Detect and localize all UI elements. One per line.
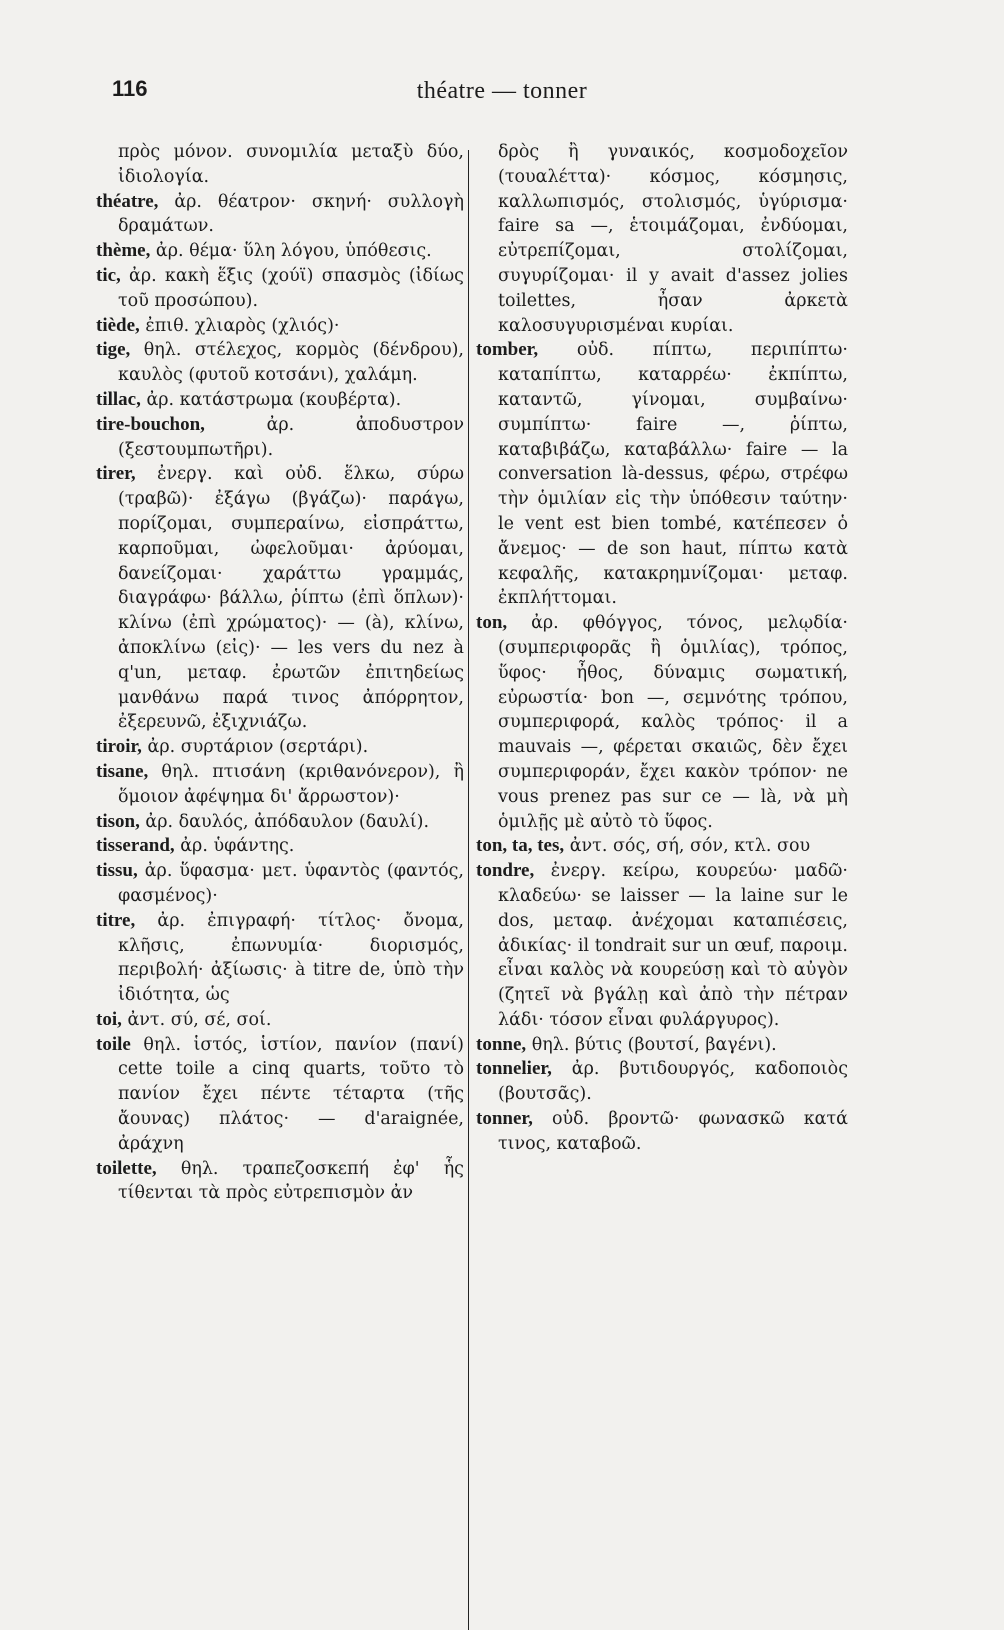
entry-definition: ἀρ. θέμα· ὕλη λόγου, ὑπόθεσις. [155, 241, 432, 262]
entry-headword: tisserand, [96, 835, 175, 857]
entry-definition: ἀρ. δαυλός, ἀπόδαυλον (δαυλί). [145, 811, 430, 832]
dictionary-entry [96, 1008, 464, 1033]
page-number: 116 [112, 76, 148, 101]
entry-definition: ἀρ. ἀποδυστρον (ξεστουμπωτῆρι). [118, 414, 464, 460]
dictionary-entry [476, 859, 848, 1033]
entry-definition: οὐδ. βροντῶ· φωνασκῶ κατά τινος, καταβοῶ. [498, 1109, 848, 1154]
entry-definition: θηλ. τραπεζοσκεπή ἐφ' ἧς τίθενται τὰ πρὸς εὐτρεπισμὸν ἀν [118, 1158, 464, 1204]
dictionary-entry [96, 388, 464, 413]
dictionary-entry [476, 834, 848, 859]
dictionary-entry [476, 1033, 848, 1058]
entry-headword: tiède, [96, 314, 140, 336]
dictionary-entry [96, 810, 464, 835]
entry-headword: thème, [96, 240, 151, 262]
dictionary-entry [476, 611, 848, 834]
dictionary-entry [96, 909, 464, 1008]
entry-headword: tiroir, [96, 736, 142, 758]
entry-headword: tirer, [96, 463, 136, 485]
running-title: théatre — tonner [416, 78, 588, 104]
dictionary-entry [476, 338, 848, 611]
dictionary-entry [476, 140, 848, 338]
entry-headword: toi, [96, 1008, 122, 1030]
dictionary-entry [96, 462, 464, 735]
entry-definition: ἀντ. σύ, σέ, σοί. [127, 1009, 272, 1030]
entry-definition: ἐνεργ. κείρω, κουρεύω· μαδῶ· κλαδεύω· se laisser — la laine sur le dos, μεταφ. ἀνέχομαι καταπιέσεις, ἀδικίας· il tondrait sur un œuf, παροιμ. εἶναι καλὸς νὰ κουρεύσῃ καὶ τὸ αὐγὸν (ζητεῖ νὰ βγάλῃ καὶ ἀπὸ τὴν πέτραν λάδι· τόσον εἶναι φυλάργυρος). [498, 861, 848, 1030]
entry-definition: οὐδ. πίπτω, περιπίπτω· καταπίπτω, καταρρέω· ἐκπίπτω, καταντῶ, γίνομαι, συμβαίνω· συμπίπτω· faire —, ῥίπτω, καταβιβάζω, καταβάλλω· faire — la conversation là-dessus, φέρω, στρέφω τὴν ὁμιλίαν εἰς τὴν ὑπόθεσιν ταύτην· le vent est bien tombé, κατέπεσεν ὁ ἄνεμος· — de son haut, πίπτω κατὰ κεφαλῆς, κατακρημνίζομαι· μεταφ. ἐκπλήττομαι. [498, 340, 848, 609]
dictionary-entry [96, 338, 464, 388]
entry-headword: tige, [96, 339, 131, 361]
dictionary-entry [96, 1033, 464, 1157]
entry-definition: ἀρ. βυτιδουργός, καδοποιὸς (βουτσᾶς). [498, 1059, 848, 1105]
entry-definition: ἐνεργ. καὶ οὐδ. ἕλκω, σύρω (τραβῶ)· ἐξάγω (βγάζω)· παράγω, πορίζομαι, συμπεραίνω, εἰσπράττω, καρποῦμαι, ὠφελοῦμαι· ἀρύομαι, δανείζομαι· χαράττω γραμμάς, διαγράφω· βάλλω, ῥίπτω (ἐπὶ ὅπλων)· κλίνω (ἐπὶ χρώματος)· — (à), κλίνω, ἀποκλίνω (εἰς)· — les vers du nez à q'un, μεταφ. ἐρωτῶν ἐπιτηδείως μανθάνω παρά τινος ἀπόρρητον, ἐξερευνῶ, ἐξιχνιάζω. [118, 464, 464, 733]
entry-headword: tisane, [96, 760, 149, 782]
dictionary-entry [476, 1057, 848, 1107]
entry-definition: θηλ. βύτις (βουτσί, βαγένι). [531, 1034, 777, 1055]
dictionary-entry [96, 413, 464, 463]
dictionary-entry [96, 735, 464, 760]
entry-definition: θηλ. πτισάνη (κριθανόνερον), ἢ ὅμοιον ἀφέψημα δι' ἄρρωστον)· [118, 761, 464, 807]
entry-definition: ἀντ. σός, σή, σόν, κτλ. σου [569, 836, 811, 857]
entry-headword: toile [96, 1033, 131, 1055]
entry-headword: titre, [96, 909, 136, 931]
entry-headword: tissu, [96, 860, 138, 882]
entry-definition: ἀρ. ὕφασμα· μετ. ὑφαντὸς (φαντός, φασμένος)· [118, 861, 464, 906]
entry-definition: θηλ. στέλεχος, κορμὸς (δένδρου), καυλὸς (φυτοῦ κοτσάνι), χαλάμη. [118, 340, 464, 386]
entry-definition: ἀρ. φθόγγος, τόνος, μελῳδία· (συμπεριφορᾶς ἢ ὁμιλίας), τρόπος, ὕφος· ἦθος, δύναμις σωματική, εὐρωστία· bon —, σεμνότης τρόπου, συμπεριφορά, καλὸς τρόπος· il a mauvais —, φέρεται σκαιῶς, δὲν ἔχει συμπεριφοράν, ἔχει κακὸν τρόπον· ne vous prenez pas sur ce — là, νὰ μὴ ὁμιλῇς μὲ αὐτὸ τὸ ὕφος. [498, 613, 848, 832]
dictionary-entry [96, 859, 464, 909]
entry-headword: ton, ta, tes, [476, 835, 565, 857]
page-header [0, 72, 1004, 112]
dictionary-entry [96, 140, 464, 190]
entry-headword: tonnelier, [476, 1058, 552, 1080]
entry-headword: tondre, [476, 860, 535, 882]
entry-definition: ἀρ. κακὴ ἕξις (χούϊ) σπασμὸς (ἰδίως τοῦ προσώπου). [118, 265, 464, 311]
entry-headword: toilette, [96, 1157, 157, 1179]
entry-definition: ἀρ. συρτάριον (σερτάρι). [147, 737, 369, 758]
dictionary-entry [96, 834, 464, 859]
entry-headword: tonne, [476, 1033, 527, 1055]
left-column [96, 140, 464, 1206]
dictionary-entry [96, 760, 464, 810]
entry-definition: πρὸς μόνον. συνομιλία μεταξὺ δύο, ἰδιολογία. [118, 142, 464, 187]
entry-definition: ἀρ. ὑφάντης. [180, 836, 295, 857]
entry-headword: tillac, [96, 388, 141, 410]
dictionary-entry [96, 239, 464, 264]
dictionary-entry [96, 314, 464, 339]
entry-headword: ton, [476, 612, 508, 634]
dictionary-entry [96, 1157, 464, 1207]
entry-definition: ἐπιθ. χλιαρὸς (χλιός)· [145, 315, 340, 336]
entry-headword: tison, [96, 810, 140, 832]
entry-headword: théatre, [96, 190, 159, 212]
entry-definition: ἀρ. κατάστρωμα (κουβέρτα). [146, 389, 402, 410]
entry-headword: tonner, [476, 1108, 533, 1130]
entry-definition: ἀρ. θέατρον· σκηνή· συλλογὴ δραμάτων. [118, 191, 464, 237]
dictionary-entry [96, 190, 464, 240]
entry-headword: tic, [96, 264, 121, 286]
entry-definition: δρὸς ἢ γυναικός, κοσμοδοχεῖον (τουαλέττα)· κόσμος, κόσμησις, καλλωπισμός, στολισμός, ὑγύρισμα· faire sa —, ἑτοιμάζομαι, ἐνδύομαι, εὐτρεπίζομαι, στολίζομαι, συγυρίζομαι· il y avait d'assez jolies toilettes, ἦσαν ἀρκετὰ καλοσυγυρισμέναι κυρίαι. [498, 142, 848, 336]
entry-definition: θηλ. ἱστός, ἱστίον, πανίον (πανί) cette toile a cinq quarts, τοῦτο τὸ πανίον ἔχει πέντε τέταρτα (τῆς ἄουνας) πλάτος· — d'araignée, ἀράχνη [118, 1034, 464, 1154]
entry-headword: tomber, [476, 339, 539, 361]
dictionary-entry [96, 264, 464, 314]
entry-headword: tire-bouchon, [96, 413, 205, 435]
entry-definition: ἀρ. ἐπιγραφή· τίτλος· ὄνομα, κλῆσις, ἐπωνυμία· διορισμός, περιβολή· ἀξίωσις· à titre de, ὑπὸ τὴν ἰδιότητα, ὡς [118, 910, 464, 1006]
right-column [476, 140, 848, 1157]
column-divider [468, 150, 469, 1630]
dictionary-entry [476, 1107, 848, 1157]
